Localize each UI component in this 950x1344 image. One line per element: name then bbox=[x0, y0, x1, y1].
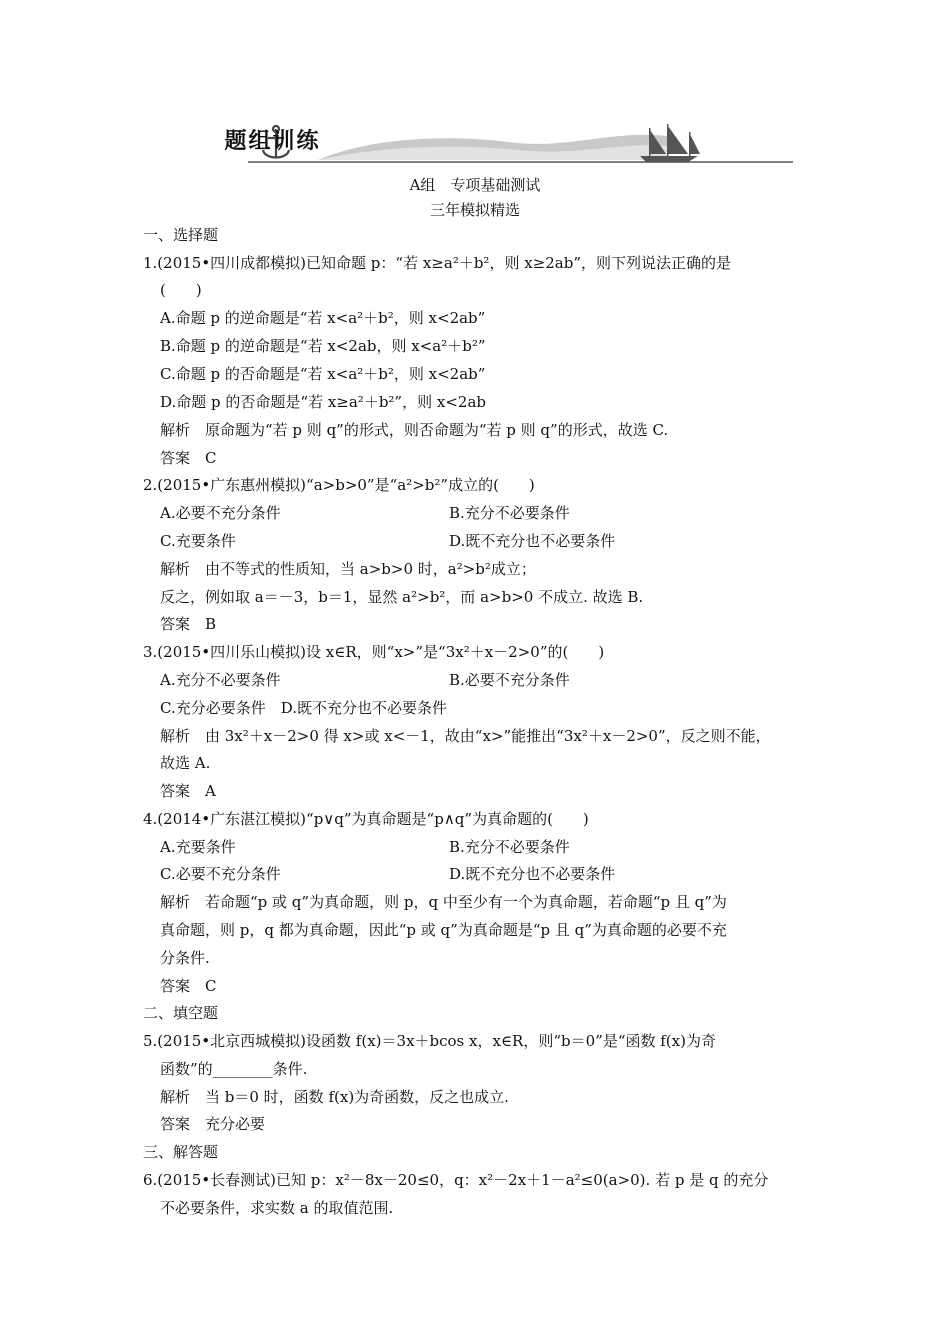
text-line: C.命题 p 的否命题是“若 x<a²＋b²，则 x<2ab” bbox=[160, 365, 486, 383]
text-line: 分条件. bbox=[160, 949, 210, 967]
text-line: 解析 若命题“p 或 q”为真命题，则 p，q 中至少有一个为真命题，若命题“p 且 q”为 bbox=[160, 893, 727, 911]
text-line: 6.(2015•长春测试)已知 p：x²－8x－20≤0，q：x²－2x＋1－a²≤0(a>0). 若 p 是 q 的充分 bbox=[143, 1171, 769, 1189]
text-line: 真命题，则 p，q 都为真命题，因此“p 或 q”为真命题是“p 且 q”为真命题的必要不充 bbox=[160, 921, 727, 939]
text-line: A.必要不充分条件 bbox=[160, 504, 281, 522]
text-line: A.命题 p 的逆命题是“若 x<a²＋b²，则 x<2ab” bbox=[160, 309, 486, 327]
text-line: 不必要条件，求实数 a 的取值范围. bbox=[160, 1199, 394, 1217]
subtitle: 三年模拟精选 bbox=[429, 201, 520, 219]
text-line: 二、填空题 bbox=[143, 1004, 219, 1022]
text-line: D.既不充分也不必要条件 bbox=[449, 532, 616, 550]
text-line: B.充分不必要条件 bbox=[449, 838, 570, 856]
text-line: B.命题 p 的逆命题是“若 x<2ab，则 x<a²＋b²” bbox=[160, 337, 486, 355]
text-line: 4.(2014•广东湛江模拟)“p∨q”为真命题是“p∧q”为真命题的( ) bbox=[143, 810, 589, 828]
text-line: D.命题 p 的否命题是“若 x≥a²＋b²”，则 x<2ab bbox=[160, 393, 486, 411]
text-line: ( ) bbox=[160, 281, 202, 299]
text-line: B.必要不充分条件 bbox=[449, 671, 570, 689]
text-line: 答案 A bbox=[160, 782, 216, 800]
text-line: 一、选择题 bbox=[143, 226, 219, 244]
text-line: 解析 当 b＝0 时，函数 f(x)为奇函数，反之也成立. bbox=[160, 1088, 509, 1106]
text-line: C.必要不充分条件 bbox=[160, 865, 281, 883]
text-line: 答案 C bbox=[160, 449, 217, 467]
text-line: B.充分不必要条件 bbox=[449, 504, 570, 522]
banner-title: 题组训练 bbox=[224, 129, 321, 154]
ship-icon bbox=[640, 124, 700, 162]
text-line: A.充要条件 bbox=[160, 838, 236, 856]
text-line: 三、解答题 bbox=[143, 1143, 219, 1161]
text-line: 解析 由 3x²＋x－2>0 得 x>或 x<－1，故由“x>”能推出“3x²＋x－2>0”，反之则不能， bbox=[160, 727, 771, 745]
text-line: 答案 充分必要 bbox=[160, 1115, 266, 1133]
text-line: 3.(2015•四川乐山模拟)设 x∈R，则“x>”是“3x²＋x－2>0”的( ) bbox=[143, 643, 605, 661]
text-line: C.充要条件 bbox=[160, 532, 236, 550]
text-line: 故选 A. bbox=[160, 754, 211, 772]
text-line: 答案 C bbox=[160, 977, 217, 995]
text-line: D.既不充分也不必要条件 bbox=[449, 865, 616, 883]
text-line: 解析 由不等式的性质知，当 a>b>0 时，a²>b²成立； bbox=[160, 560, 536, 578]
group-title: A组 专项基础测试 bbox=[409, 176, 541, 194]
text-line: 答案 B bbox=[160, 615, 217, 633]
text-line: 函数”的________条件. bbox=[160, 1060, 308, 1078]
text-line: A.充分不必要条件 bbox=[160, 671, 281, 689]
text-line: 反之，例如取 a＝－3，b＝1，显然 a²>b²，而 a>b>0 不成立. 故选 B. bbox=[160, 588, 644, 606]
text-line: 解析 原命题为“若 p 则 q”的形式，则否命题为“若 p 则 q”的形式，故选 C. bbox=[160, 421, 669, 439]
text-line: C.充分必要条件 D.既不充分也不必要条件 bbox=[160, 699, 447, 717]
text-line: 1.(2015•四川成都模拟)已知命题 p：“若 x≥a²＋b²，则 x≥2ab”，则下列说法正确的是 bbox=[143, 254, 731, 272]
text-line: 5.(2015•北京西城模拟)设函数 f(x)＝3x＋bcos x，x∈R，则“b＝0”是“函数 f(x)为奇 bbox=[143, 1032, 716, 1050]
text-line: 2.(2015•广东惠州模拟)“a>b>0”是“a²>b²”成立的( ) bbox=[143, 476, 535, 494]
